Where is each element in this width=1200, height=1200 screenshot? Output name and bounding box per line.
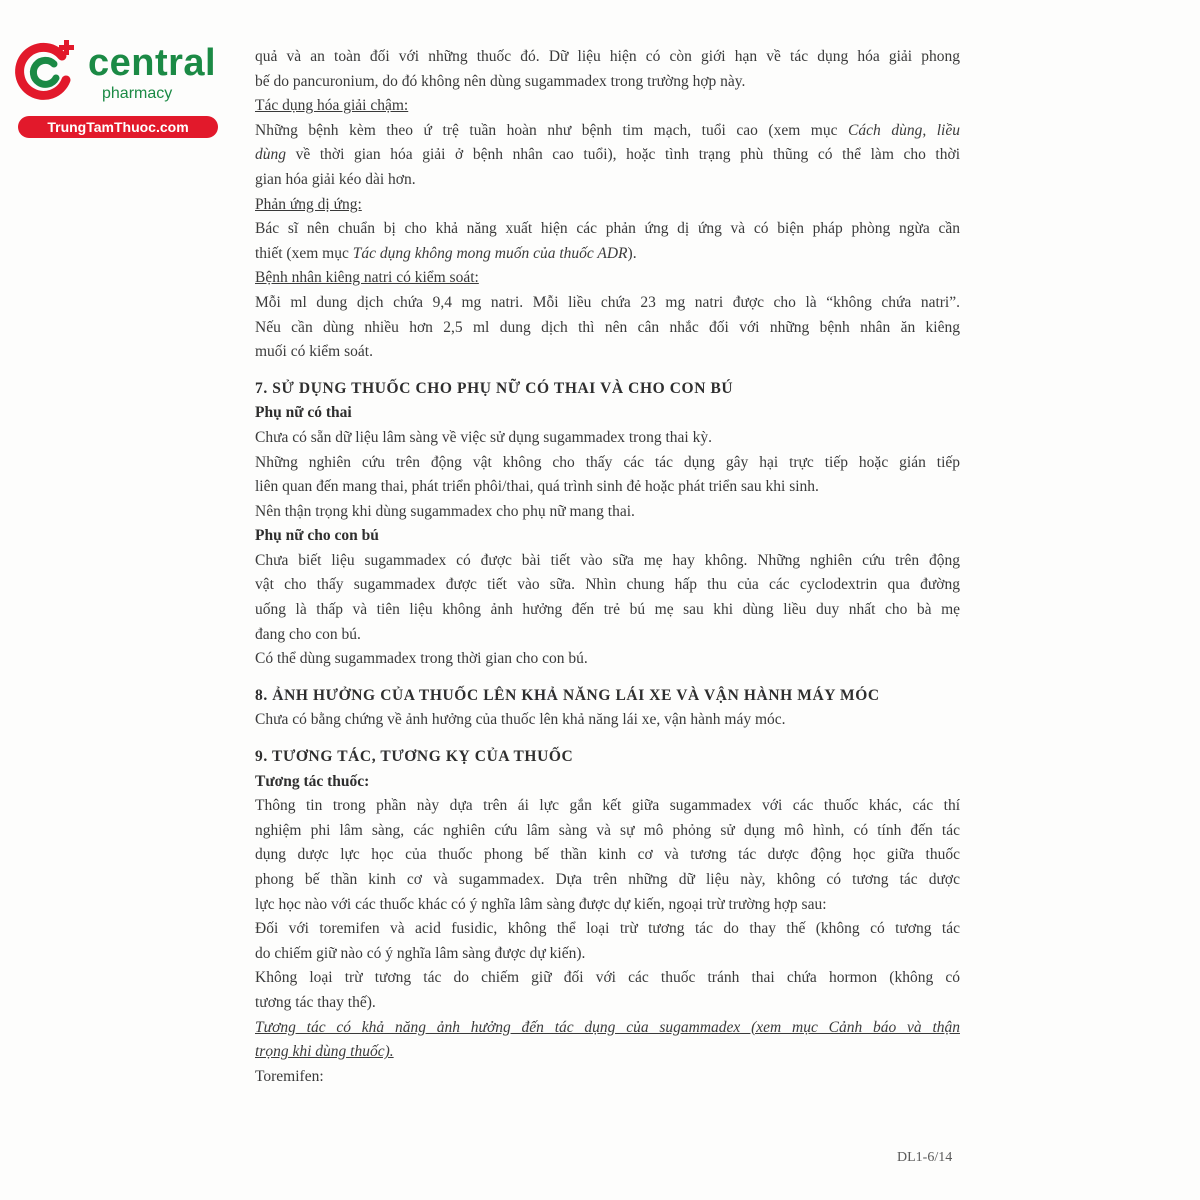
central-pharmacy-logo-icon — [10, 36, 80, 106]
text-line: Đối với toremifen và acid fusidic, không thể loại trừ tương tác do thay thế (không có tương tác — [255, 920, 960, 938]
text-line: uống là thấp và tiên liệu không ảnh hưởng đến trẻ bú mẹ sau khi dùng liều duy nhất cho bà mẹ — [255, 601, 960, 619]
cross-reference: Tác dụng không mong muốn của thuốc ADR — [352, 244, 628, 262]
text-line: Thông tin trong phần này dựa trên ái lực gắn kết giữa sugammadex với các thuốc khác, các thí — [255, 797, 960, 815]
text-line: Bác sĩ nên chuẩn bị cho khả năng xuất hiện các phản ứng dị ứng và có biện pháp phòng ngừa cần — [255, 220, 960, 238]
subheading-allergic-reactions: Phản ứng dị ứng: — [255, 195, 362, 213]
text-line: Nên thận trọng khi dùng sugammadex cho phụ nữ mang thai. — [255, 502, 635, 520]
text-line: muối có kiểm soát. — [255, 343, 373, 361]
text-line: Toremifen: — [255, 1067, 324, 1085]
text-line: Có thể dùng sugammadex trong thời gian cho con bú. — [255, 650, 588, 668]
text-line: bế do pancuronium, do đó không nên dùng sugammadex trong trường hợp này. — [255, 72, 746, 90]
brand-logo — [10, 36, 215, 136]
text-line: Không loại trừ tương tác do chiếm giữ đối với các thuốc tránh thai chứa hormon (không có — [255, 969, 960, 987]
text-line: Chưa biết liệu sugammadex có được bài tiết vào sữa mẹ hay không. Những nghiên cứu trên động — [255, 551, 960, 569]
cross-reference: dùng — [255, 146, 286, 164]
text-line: lực học nào với các thuốc khác có ý nghĩa lâm sàng được dự kiến, ngoại trừ trường hợp sau: — [255, 895, 827, 913]
text-line: Mỗi ml dung dịch chứa 9,4 mg natri. Mỗi liều chứa 23 mg natri được cho là “không chứa natri”. — [255, 293, 960, 311]
subheading-sodium-diet: Bệnh nhân kiêng natri có kiểm soát: — [255, 269, 479, 287]
section-heading-8: 8. ẢNH HƯỞNG CỦA THUỐC LÊN KHẢ NĂNG LÁI XE VÀ VẬN HÀNH MÁY MÓC — [255, 686, 880, 704]
subheading-drug-interactions: Tương tác thuốc: — [255, 772, 370, 790]
text-line: dụng dược lực học của thuốc phong bế thần kinh cơ và tương tác dược động học giữa thuốc — [255, 846, 960, 864]
subheading-delayed-reversal: Tác dụng hóa giải chậm: — [255, 97, 409, 115]
text-line: Những bệnh kèm theo ứ trệ tuần hoàn như bệnh tim mạch, tuổi cao (xem mục Cách dùng, liều — [255, 121, 960, 139]
text-line: Những nghiên cứu trên động vật không cho thấy các tác dụng gây hại trực tiếp hoặc gián tiếp — [255, 453, 960, 471]
page-number: DL1-6/14 — [897, 1150, 953, 1165]
text-line: vật cho thấy sugammadex được tiết vào sữa. Nhìn chung hấp thu của các cyclodextrin qua đường — [255, 576, 960, 594]
subheading-breastfeeding: Phụ nữ cho con bú — [255, 527, 379, 545]
text-line: đang cho con bú. — [255, 625, 361, 643]
logo-brand-name: central — [88, 42, 217, 84]
text-line: Chưa có bằng chứng về ảnh hưởng của thuốc lên khả năng lái xe, vận hành máy móc. — [255, 711, 786, 729]
text-line: gian hóa giải kéo dài hơn. — [255, 170, 416, 188]
text-line: liên quan đến mang thai, phát triển phôi/thai, quá trình sinh đẻ hoặc phát triển sau khi sinh. — [255, 478, 819, 496]
text-line: nghiệm phi lâm sàng, các nghiên cứu lâm sàng và sự mô phỏng sử dụng mô hình, có tính đến tác — [255, 821, 960, 839]
text-line: tương tác thay thế). — [255, 993, 376, 1011]
text-line-cross-reference: trọng khi dùng thuốc). — [255, 1043, 394, 1061]
text-line: quả và an toàn đối với những thuốc đó. Dữ liệu hiện có còn giới hạn về tác dụng hóa giải phong — [255, 48, 960, 65]
text-line-cross-reference: Tương tác có khả năng ảnh hưởng đến tác dụng của sugammadex (xem mục Cảnh báo và thận — [255, 1018, 960, 1036]
logo-brand-subtitle: pharmacy — [102, 85, 173, 102]
logo-website-badge: TrungTamThuoc.com — [18, 116, 218, 138]
text-line: do chiếm giữ nào có ý nghĩa lâm sàng được dự kiến). — [255, 944, 586, 962]
text-line: thiết (xem mục Tác dụng không mong muốn của thuốc ADR). — [255, 244, 637, 262]
text-line: Nếu cần dùng nhiều hơn 2,5 ml dung dịch thì nên cân nhắc đối với những bệnh nhân ăn kiêng — [255, 318, 960, 336]
section-heading-7: 7. SỬ DỤNG THUỐC CHO PHỤ NỮ CÓ THAI VÀ CHO CON BÚ — [255, 379, 734, 397]
text-line: Chưa có sẵn dữ liệu lâm sàng về việc sử dụng sugammadex trong thai kỳ. — [255, 428, 712, 446]
section-heading-9: 9. TƯƠNG TÁC, TƯƠNG KỴ CỦA THUỐC — [255, 748, 574, 766]
text-line: dùng về thời gian hóa giải ở bệnh nhân cao tuổi), hoặc tình trạng phù thũng có thể làm cho thời — [255, 146, 960, 164]
cross-reference: Cách dùng, liều — [848, 121, 960, 139]
document-body — [255, 45, 960, 1089]
text-line: phong bế thần kinh cơ và sugammadex. Dựa trên những dữ liệu này, không có tương tác dược — [255, 871, 960, 888]
subheading-pregnancy: Phụ nữ có thai — [255, 404, 352, 422]
